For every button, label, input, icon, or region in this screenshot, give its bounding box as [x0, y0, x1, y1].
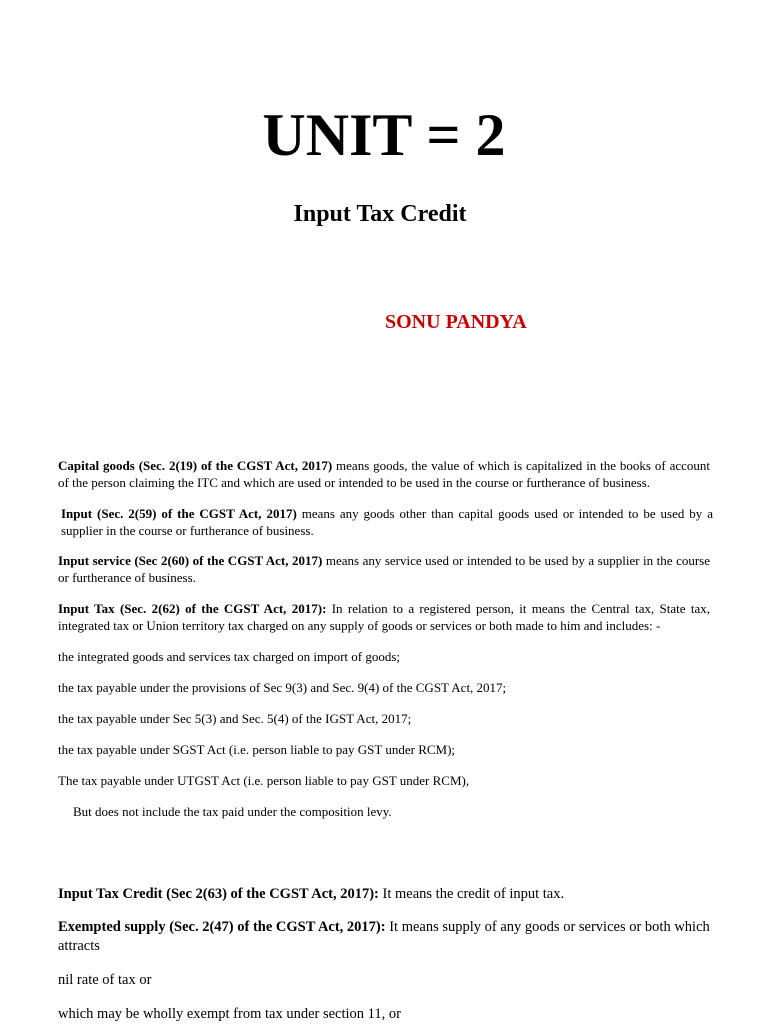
- definition-capital-goods: [58, 457, 710, 491]
- list-item: nil rate of tax or: [58, 972, 152, 988]
- author-name: SONU PANDYA: [385, 311, 527, 333]
- list-item: the tax payable under Sec 5(3) and Sec. 5(4) of the IGST Act, 2017;: [58, 711, 412, 726]
- definition-text: means any goods other than capital goods used or intended to be used by a supplier in the course or furtherance of business.: [61, 506, 713, 538]
- list-item: the integrated goods and services tax charged on import of goods;: [58, 649, 401, 664]
- list-item: the tax payable under the provisions of Sec 9(3) and Sec. 9(4) of the CGST Act, 2017;: [58, 680, 507, 695]
- definition-exempted-supply: [58, 918, 710, 956]
- definition-input-tax-credit: [58, 885, 710, 904]
- definition-input-service: [58, 552, 710, 586]
- definition-term: Input Tax (Sec. 2(62) of the CGST Act, 2017):: [58, 601, 327, 616]
- list-item: the tax payable under SGST Act (i.e. person liable to pay GST under RCM);: [58, 742, 456, 757]
- definition-term: Input service (Sec 2(60) of the CGST Act, 2017): [58, 553, 323, 568]
- definition-input-tax: [58, 600, 710, 634]
- definition-term: Capital goods (Sec. 2(19) of the CGST Act, 2017): [58, 458, 333, 473]
- definition-text: means goods, the value of which is capitalized in the books of account of the person claiming the ITC and which are used or intended to be used in the course or furtherance of business.: [58, 458, 711, 490]
- definition-text: It means the credit of input tax.: [378, 886, 565, 902]
- list-item: which may be wholly exempt from tax under section 11, or: [58, 1006, 401, 1022]
- list-item: But does not include the tax paid under the composition levy.: [73, 804, 392, 819]
- definition-input: [58, 505, 713, 539]
- page-subtitle: Input Tax Credit: [293, 201, 467, 227]
- definition-text: In relation to a registered person, it means the Central tax, State tax, integrated tax or Union territory tax charged on any supply of goods or services or both made to him and includes: -: [58, 601, 710, 633]
- list-item: The tax payable under UTGST Act (i.e. person liable to pay GST under RCM),: [58, 773, 470, 788]
- definition-term: Input (Sec. 2(59) of the CGST Act, 2017): [61, 506, 297, 521]
- definition-text: It means supply of any goods or services or both which attracts: [58, 919, 710, 954]
- definition-text: means any service used or intended to be used by a supplier in the course or furtherance of business.: [58, 553, 710, 585]
- definition-term: Input Tax Credit (Sec 2(63) of the CGST Act, 2017):: [58, 886, 379, 902]
- definition-term: Exempted supply (Sec. 2(47) of the CGST Act, 2017):: [58, 919, 386, 935]
- page-title: UNIT = 2: [262, 102, 506, 168]
